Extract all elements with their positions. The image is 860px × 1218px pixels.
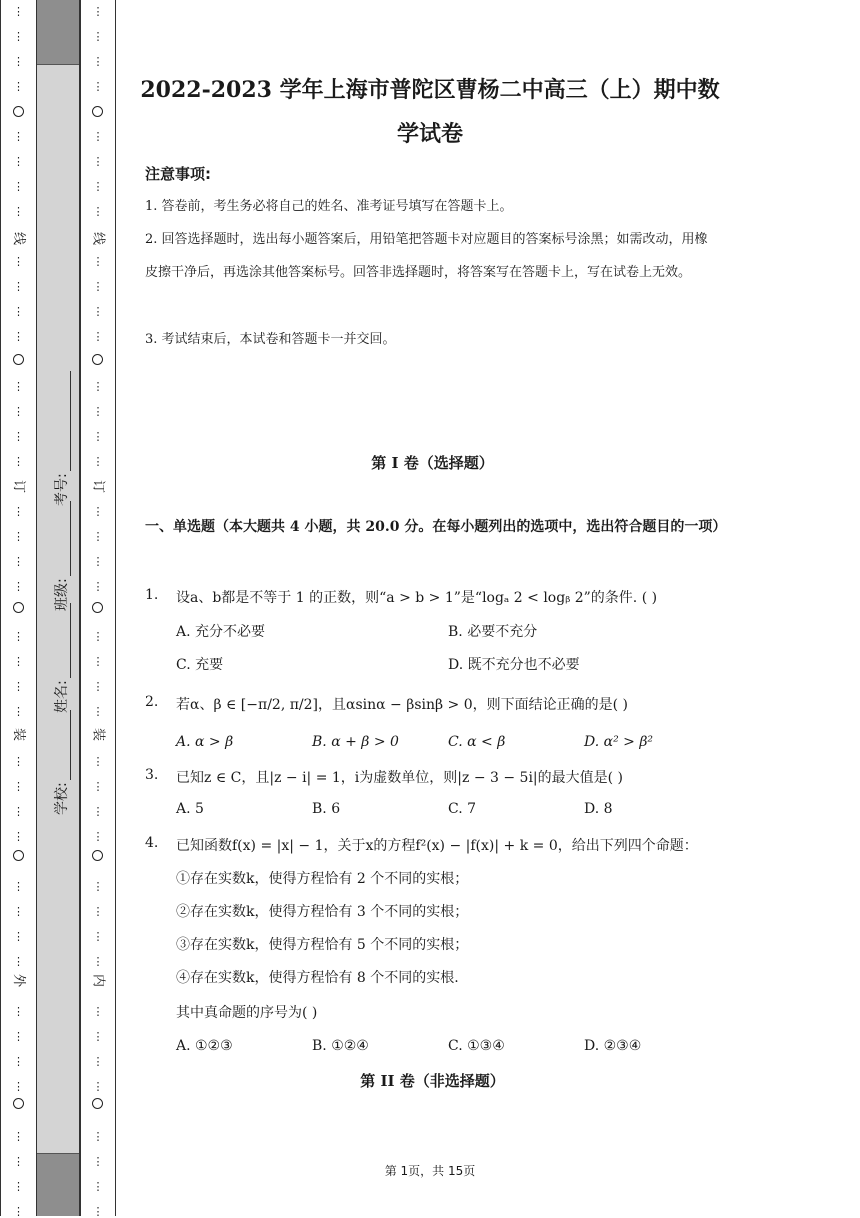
inner-strip-cut-char-1: 线 [90, 231, 106, 245]
strip-top-block [37, 0, 79, 65]
q4-statement-1: ①存在实数k，使得方程恰有 2 个不同的实根； [176, 871, 469, 887]
notes-heading: 注意事项: [145, 165, 211, 183]
part-2-title: 第 II 卷（非选择题） [360, 1072, 505, 1090]
outer-strip-ring-1 [13, 106, 24, 117]
q4-statement-4: ④存在实数k，使得方程恰有 8 个不同的实根. [176, 970, 459, 986]
inner-strip-dots: ⋮ [92, 880, 104, 893]
q3-option-a[interactable]: A. 5 [176, 801, 204, 817]
inner-strip-dots: ⋮ [92, 555, 104, 568]
inner-strip-dots: ⋮ [92, 930, 104, 943]
outer-strip-ring-4 [13, 850, 24, 861]
outer-strip-dots: ⋮ [13, 830, 24, 843]
outer-strip-dots: ⋮ [13, 330, 24, 343]
exam-no-blank [56, 371, 71, 471]
inner-strip-dots: ⋮ [92, 280, 104, 293]
inner-strip-dots: ⋮ [92, 180, 104, 193]
school-field[interactable] [51, 710, 71, 815]
outer-strip-cut-char-3: 装 [11, 727, 26, 741]
outer-strip-dots: ⋮ [13, 580, 24, 593]
q3-number: 3. [145, 767, 159, 783]
school-label: 学校: [54, 782, 70, 815]
outer-strip-dots: ⋮ [13, 30, 24, 43]
inner-strip-ring-3 [92, 602, 103, 613]
q4-option-c[interactable]: C. ①③④ [448, 1038, 505, 1054]
q4-statement-2: ②存在实数k，使得方程恰有 3 个不同的实根； [176, 904, 469, 920]
outer-strip-dots: ⋮ [13, 1205, 24, 1218]
q2-option-a[interactable]: A. α > β [176, 734, 234, 750]
inner-strip-cut-char-3: 装 [90, 727, 106, 741]
outer-strip-dots: ⋮ [13, 5, 24, 18]
outer-strip-cut-char-2: 订 [11, 479, 26, 493]
inner-strip-dots: ⋮ [92, 655, 104, 668]
outer-strip-dots: ⋮ [13, 755, 24, 768]
inner-strip-dots: ⋮ [92, 255, 104, 268]
outer-strip-dots: ⋮ [13, 780, 24, 793]
inner-strip-cut-char-4: 内 [90, 973, 106, 987]
q1-stem: 设a、b都是不等于 1 的正数，则“a > b > 1”是“logₐ 2 < logᵦ 2”的条件. ( ) [176, 590, 658, 606]
outer-strip-dots: ⋮ [13, 705, 24, 718]
inner-strip-dots: ⋮ [92, 905, 104, 918]
exam-no-label: 考号: [54, 473, 70, 506]
inner-strip-dots: ⋮ [92, 455, 104, 468]
inner-strip-dots: ⋮ [92, 1080, 104, 1093]
inner-strip-dots: ⋮ [92, 805, 104, 818]
outer-strip-dots: ⋮ [13, 1155, 24, 1168]
outer-strip-dots: ⋮ [13, 280, 24, 293]
class-field[interactable] [51, 501, 71, 611]
outer-strip-dots: ⋮ [13, 905, 24, 918]
outer-strip-dots: ⋮ [13, 180, 24, 193]
page-title [130, 68, 730, 156]
outer-strip-dots: ⋮ [13, 1080, 24, 1093]
outer-strip-dots: ⋮ [13, 255, 24, 268]
inner-strip-dots: ⋮ [92, 30, 104, 43]
exam-no-field[interactable] [51, 371, 71, 506]
inner-strip-dots: ⋮ [92, 780, 104, 793]
inner-strip-dots: ⋮ [92, 80, 104, 93]
inner-strip-dots: ⋮ [92, 55, 104, 68]
inner-strip-dots: ⋮ [92, 1180, 104, 1193]
inner-strip-dots: ⋮ [92, 130, 104, 143]
inner-strip-dots: ⋮ [92, 705, 104, 718]
note-2: 2. 回答选择题时，选出每小题答案后，用铅笔把答题卡对应题目的答案标号涂黑；如需改动，用橡皮擦干净后，再选涂其他答案标号。回答非选择题时，将答案写在答题卡上，写在试卷上无效。 [145, 232, 708, 280]
q4-option-a[interactable]: A. ①②③ [176, 1038, 233, 1054]
q2-stem: 若α、β ∈ [−π/2, π/2]，且αsinα − βsinβ > 0，则下面结论正确的是( ) [176, 697, 629, 713]
outer-strip-dots: ⋮ [13, 1030, 24, 1043]
outer-strip-dots: ⋮ [13, 430, 24, 443]
inner-strip-dots: ⋮ [92, 530, 104, 543]
outer-strip-dots: ⋮ [13, 305, 24, 318]
page-footer: 第 1页，共 15页 [384, 1164, 476, 1178]
note-3: 3. 考试结束后，本试卷和答题卡一并交回。 [145, 332, 396, 347]
inner-strip-dots: ⋮ [92, 1205, 104, 1218]
outer-strip-dots: ⋮ [13, 955, 24, 968]
inner-strip-dots: ⋮ [92, 1030, 104, 1043]
q1-number: 1. [145, 587, 159, 603]
outer-strip-dots: ⋮ [13, 555, 24, 568]
q4-option-b[interactable]: B. ①②④ [312, 1038, 369, 1054]
q4-statement-3: ③存在实数k，使得方程恰有 5 个不同的实根； [176, 937, 469, 953]
outer-strip-dots: ⋮ [13, 130, 24, 143]
outer-strip-dots: ⋮ [13, 630, 24, 643]
outer-strip-dots: ⋮ [13, 1130, 24, 1143]
outer-strip-dots: ⋮ [13, 1055, 24, 1068]
outer-strip-dots: ⋮ [13, 455, 24, 468]
inner-strip-dots: ⋮ [92, 380, 104, 393]
inner-strip-dots: ⋮ [92, 405, 104, 418]
outer-strip-dots: ⋮ [13, 405, 24, 418]
q2-number: 2. [145, 694, 159, 710]
inner-strip-ring-2 [92, 354, 103, 365]
class-label: 班级: [54, 578, 70, 611]
q4-stem: 已知函数f(x) = |x| − 1，关于x的方程f²(x) − |f(x)| + k = 0，给出下列四个命题： [176, 838, 698, 854]
outer-strip-ring-2 [13, 354, 24, 365]
inner-strip-dots: ⋮ [92, 205, 104, 218]
outer-strip-dots: ⋮ [13, 680, 24, 693]
q1-option-c[interactable]: C. 充要 [176, 657, 224, 673]
name-label: 姓名: [54, 680, 70, 713]
inner-strip-ring-1 [92, 106, 103, 117]
outer-strip-dots: ⋮ [13, 930, 24, 943]
outer-strip-dots: ⋮ [13, 655, 24, 668]
outer-strip-cut-char-4: 外 [11, 973, 26, 987]
school-blank [56, 710, 71, 780]
inner-strip-dots: ⋮ [92, 1130, 104, 1143]
outer-strip-dots: ⋮ [13, 1180, 24, 1193]
inner-strip-dots: ⋮ [92, 155, 104, 168]
inner-strip-dots: ⋮ [92, 1005, 104, 1018]
outer-strip-dots: ⋮ [13, 55, 24, 68]
q3-option-d[interactable]: D. 8 [584, 801, 613, 817]
inner-strip-dots: ⋮ [92, 1055, 104, 1068]
inner-strip-dots: ⋮ [92, 5, 104, 18]
outer-strip-cut-char-1: 线 [11, 231, 26, 245]
outer-strip-dots: ⋮ [13, 530, 24, 543]
q4-option-d[interactable]: D. ②③④ [584, 1038, 642, 1054]
outer-strip-dots: ⋮ [13, 80, 24, 93]
q1-option-b[interactable]: B. 必要不充分 [448, 624, 538, 640]
outer-strip-dots: ⋮ [13, 1005, 24, 1018]
inner-strip-dots: ⋮ [92, 1155, 104, 1168]
q4-number: 4. [145, 835, 159, 851]
inner-strip-dots: ⋮ [92, 305, 104, 318]
q1-option-d[interactable]: D. 既不充分也不必要 [448, 657, 580, 673]
outer-strip-dots: ⋮ [13, 155, 24, 168]
q1-option-a[interactable]: A. 充分不必要 [176, 624, 266, 640]
q4-question: 其中真命题的序号为( ) [176, 1005, 318, 1021]
outer-strip-dots: ⋮ [13, 380, 24, 393]
inner-strip-dots: ⋮ [92, 580, 104, 593]
outer-strip-ring-3 [13, 602, 24, 613]
section-1-description: 一、单选题（本大题共 4 小题，共 20.0 分。在每小题列出的选项中，选出符合题目的一项） [145, 519, 727, 535]
q3-option-b[interactable]: B. 6 [312, 801, 341, 817]
outer-strip-dots: ⋮ [13, 805, 24, 818]
part-1-title: 第 I 卷（选择题） [371, 454, 494, 472]
inner-strip-dots: ⋮ [92, 330, 104, 343]
outer-strip-dots: ⋮ [13, 205, 24, 218]
outer-strip-ring-5 [13, 1098, 24, 1109]
inner-strip-dots: ⋮ [92, 680, 104, 693]
inner-binding-strip [80, 0, 116, 1216]
outer-binding-strip [0, 0, 37, 1216]
q3-stem: 已知z ∈ C，且|z − i| = 1，i为虚数单位，则|z − 3 − 5i|的最大值是( ) [176, 770, 624, 786]
title-line-2: 学试卷 [396, 121, 463, 147]
inner-strip-dots: ⋮ [92, 755, 104, 768]
inner-strip-ring-4 [92, 850, 103, 861]
inner-strip-dots: ⋮ [92, 430, 104, 443]
inner-strip-dots: ⋮ [92, 505, 104, 518]
q2-option-d[interactable]: D. α² > β² [584, 734, 654, 750]
q2-option-c[interactable]: C. α < β [448, 734, 506, 750]
inner-strip-dots: ⋮ [92, 830, 104, 843]
inner-strip-cut-char-2: 订 [90, 479, 106, 493]
inner-strip-ring-5 [92, 1098, 103, 1109]
inner-strip-dots: ⋮ [92, 630, 104, 643]
q2-option-b[interactable]: B. α + β > 0 [312, 734, 399, 750]
q3-option-c[interactable]: C. 7 [448, 801, 477, 817]
outer-strip-dots: ⋮ [13, 505, 24, 518]
outer-strip-dots: ⋮ [13, 880, 24, 893]
class-blank [56, 501, 71, 576]
name-field[interactable] [51, 603, 71, 713]
inner-strip-dots: ⋮ [92, 955, 104, 968]
note-1: 1. 答卷前，考生务必将自己的姓名、准考证号填写在答题卡上。 [145, 199, 513, 214]
title-line-1: 2022-2023 学年上海市普陀区曹杨二中高三（上）期中数 [140, 77, 720, 103]
name-blank [56, 603, 71, 678]
